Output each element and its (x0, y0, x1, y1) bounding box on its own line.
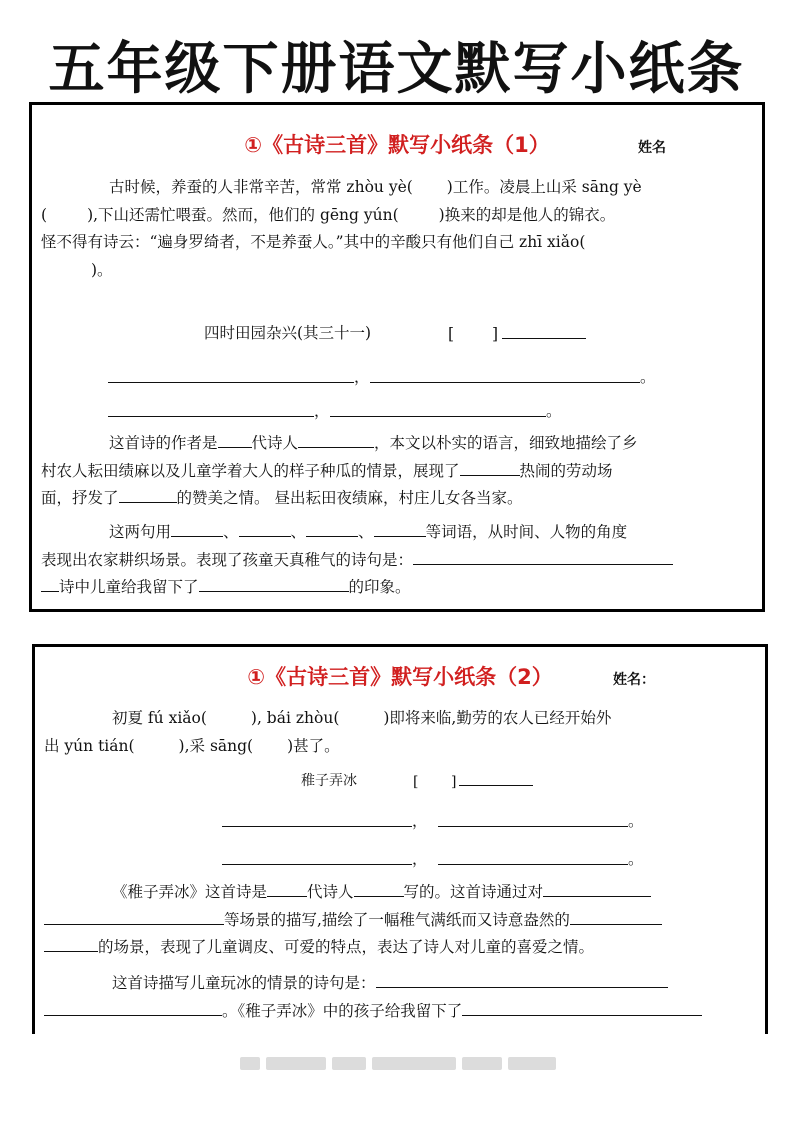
poem-title: 稚子弄冰 (301, 773, 357, 789)
intro-text-e: )换来的却是他人的锦衣。 (438, 205, 616, 224)
dynasty-blank[interactable] (218, 430, 252, 448)
card-header (35, 647, 765, 687)
poem-line-1-comma: ， (412, 812, 428, 830)
poem-line-1-blank-a[interactable] (108, 365, 354, 383)
scene-text-a: 这首诗描写儿童玩冰的情景的诗句是： (112, 974, 376, 992)
word-blank-4[interactable] (374, 519, 426, 537)
analysis-paragraph (44, 879, 753, 962)
word-separator: 、 (290, 523, 307, 541)
intro-text-b: ), bái zhòu( (250, 709, 340, 727)
intro-text-f: )甚了。 (287, 736, 340, 755)
analysis-text-c: ，本文以朴实的语言，细致地描绘了乡 (374, 434, 638, 452)
poem-line-2-comma: ， (314, 402, 330, 420)
picture-blank[interactable] (570, 907, 662, 925)
analysis-text-d: 村农人耘田绩麻以及儿童学着大人的样子种瓜的情景，展现了 (41, 461, 460, 480)
words-text-b: 等词语，从时间、人物的角度 (425, 523, 628, 541)
author-bracket-close: ] (451, 774, 457, 790)
words-paragraph (41, 519, 750, 602)
poem-line-2-blank-a[interactable] (108, 399, 314, 417)
poem-line-2-blank-b[interactable] (438, 847, 628, 865)
analysis-text-a: 《稚子弄冰》这首诗是 (112, 883, 268, 901)
analysis-text-g: 的赞美之情。 昼出耘田夜绩麻，村庄儿女各当家。 (176, 489, 523, 507)
intro-text-f: 怪不得有诗云：“遍身罗绮者，不是养蚕人。”其中的辛酸只有他们自己 zhī xiǎo( (41, 233, 586, 251)
intro-text-d: 出 yún tián( (44, 736, 135, 755)
poem-line-1-blank-b[interactable] (438, 809, 628, 827)
word-blank-1[interactable] (171, 519, 223, 537)
word-blank-3[interactable] (306, 519, 358, 537)
intro-text-d: ),下山还需忙喂蚕。然而，他们的 gēng yún( (87, 205, 399, 224)
author-bracket-open: [ (448, 325, 455, 343)
impression-blank[interactable] (199, 574, 349, 592)
word-separator: 、 (223, 523, 239, 541)
scene-blank[interactable] (543, 879, 651, 897)
scene-paragraph (44, 970, 753, 1034)
intro-paragraph (41, 174, 750, 284)
intro-text-a: 初夏 fú xiǎo( (112, 709, 207, 727)
card-title: ①《古诗三首》默写小纸条（2） (247, 665, 553, 689)
author-bracket-close: ] (492, 325, 499, 343)
dictation-card-1 (29, 102, 765, 612)
name-label: 姓名： (613, 672, 655, 688)
poet-blank[interactable] (502, 321, 586, 339)
poem-line-1-blank-a[interactable] (222, 809, 412, 827)
poem-line-1 (222, 807, 642, 831)
poem-title: 四时田园杂兴(其三十一) (204, 324, 372, 342)
analysis-text-a: 这首诗的作者是 (109, 434, 218, 452)
dynasty-blank[interactable] (267, 879, 307, 897)
poet-name-blank[interactable] (298, 430, 374, 448)
childlike-line-blank-cont[interactable] (41, 574, 59, 592)
poem-title-line (204, 319, 594, 343)
author-bracket-open: [ (413, 774, 419, 790)
poem-line-1-period: 。 (628, 812, 644, 830)
intro-text-a: 古时候，养蚕的人非常辛苦，常常 zhòu yè( (109, 178, 413, 196)
words-text-c: 表现出农家耕织场景。表现了孩童天真稚气的诗句是： (41, 550, 414, 569)
analysis-text-c: 写的。这首诗通过对 (403, 883, 544, 901)
word-blank-2[interactable] (239, 519, 291, 537)
intro-text-c: ( (41, 205, 48, 224)
page-title: 五年级下册语文默写小纸条 (48, 37, 745, 102)
analysis-paragraph (41, 430, 750, 513)
words-text-d: 诗中儿童给我留下了 (59, 578, 199, 596)
intro-text-e: ),采 sāng( (178, 736, 254, 755)
intro-text-b: )工作。凌晨上山采 sāng yè (446, 178, 642, 196)
ice-play-line-blank[interactable] (376, 970, 668, 988)
words-text-e: 的印象。 (348, 578, 411, 596)
impression-blank[interactable] (462, 998, 702, 1016)
poem-line-1 (108, 363, 688, 387)
poem-line-2 (108, 397, 588, 421)
card-header (32, 105, 762, 157)
analysis-text-e: 热闹的劳动场 (519, 461, 613, 480)
analysis-text-b: 代诗人 (251, 434, 299, 452)
picture-blank-cont[interactable] (44, 934, 98, 952)
poet-blank[interactable] (459, 768, 533, 786)
word-separator: 、 (358, 523, 374, 541)
impression-blank-cont[interactable] (44, 1025, 104, 1034)
intro-text-g: )。 (91, 260, 113, 279)
intro-text-c: )即将来临,勤劳的农人已经开始外 (383, 709, 612, 727)
words-text-a: 这两句用 (109, 523, 172, 541)
poem-title-line (301, 766, 541, 790)
poem-line-1-comma: ， (354, 368, 370, 386)
analysis-text-d: 等场景的描写,描绘了一幅稚气满纸而又诗意盎然的 (224, 910, 570, 929)
ice-play-line-blank-cont[interactable] (44, 998, 222, 1016)
poem-line-2-period: 。 (628, 850, 644, 868)
childlike-line-blank[interactable] (413, 547, 673, 565)
poem-line-1-period: 。 (640, 368, 656, 386)
poem-line-1-blank-b[interactable] (370, 365, 640, 383)
analysis-text-b: 代诗人 (307, 883, 354, 901)
poem-line-2 (222, 845, 642, 869)
analysis-text-e: 的场景，表现了儿童调皮、可爱的特点，表达了诗人对儿童的喜爱之情。 (98, 938, 595, 956)
analysis-text-f: 面，抒发了 (41, 489, 119, 507)
poem-line-2-blank-a[interactable] (222, 847, 412, 865)
praise-blank[interactable] (119, 485, 177, 503)
dictation-card-2 (32, 644, 768, 1034)
poem-line-2-comma: ， (412, 850, 428, 868)
blurred-footer-watermark (240, 1057, 556, 1070)
poem-line-2-blank-b[interactable] (330, 399, 546, 417)
intro-paragraph (44, 705, 753, 760)
poet-name-blank[interactable] (354, 879, 404, 897)
scene-blank-cont[interactable] (44, 907, 224, 925)
card-title: ①《古诗三首》默写小纸条（1） (244, 133, 550, 157)
poem-line-2-period: 。 (546, 402, 562, 420)
scene-blank[interactable] (460, 458, 520, 476)
scene-text-b: 。《稚子弄冰》中的孩子给我留下了 (222, 1001, 463, 1020)
name-label: 姓名 (638, 140, 666, 156)
